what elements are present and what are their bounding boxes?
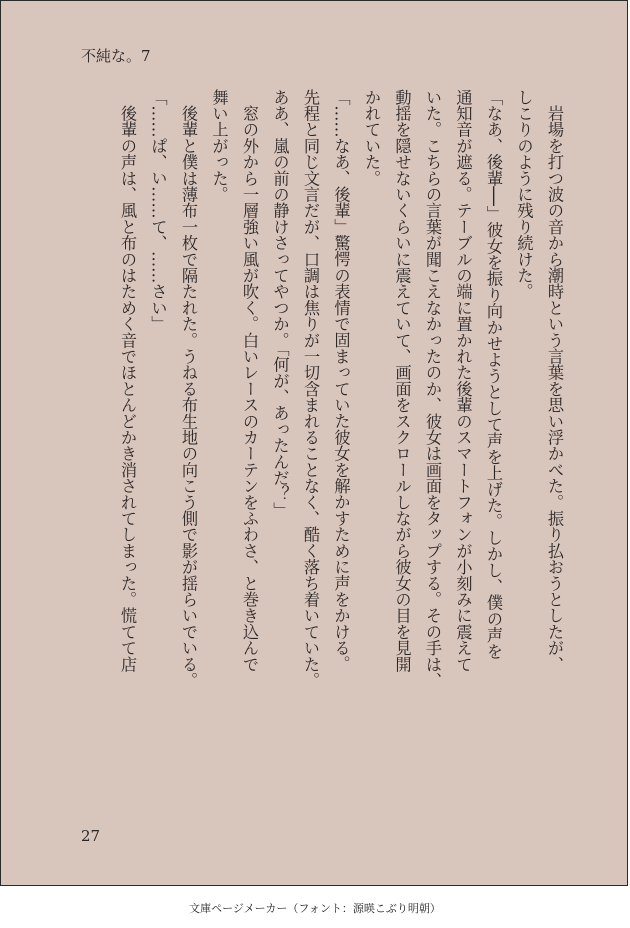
text-line: しこりのように残り続けた。 (514, 89, 534, 300)
text-line: ああ、嵐の前の静けさってやつか。「何が、あったんだ？」 (270, 89, 290, 519)
page-number: 27 (81, 827, 101, 845)
text-line: 「……ぱ、い……て、……さい」 (148, 89, 168, 332)
chapter-header: 不純な。7 (81, 47, 151, 65)
text-line: 舞い上がった。 (209, 89, 229, 203)
vertical-body-text (112, 89, 570, 829)
text-line: 窓の外から一層強い風が吹く。白いレースのカーテンをふわさ、と巻き込んで (240, 89, 259, 673)
footer-credit: 文庫ページメーカー（フォント：源暎こぶり明朝） (189, 902, 441, 915)
text-line: かれていた。 (362, 89, 381, 187)
text-line: 後輩の声は、風と布のはためく音でほとんどかき消されてしまった。慌てて店 (118, 89, 137, 673)
text-line: 「なあ、後輩──」彼女を振り向かせようとして声を上げた。しかし、僕の声を (484, 89, 503, 660)
text-line: 岩場を打つ波の音から潮時という言葉を思い浮かべた。振り払おうとしたが、 (545, 89, 564, 673)
text-line: 後輩と僕は薄布一枚で隔たれた。うねる布生地の向こう側で影が揺らいでいる。 (179, 89, 198, 689)
text-line: 通知音が遮る。テーブルの端に置かれた後輩のスマートフォンが小刻みに震えて (453, 89, 473, 673)
text-line: 動揺を隠せないくらいに震えていて、画面をスクロールしながら彼女の目を見開 (392, 89, 412, 673)
text-line: 先程と同じ文言だが、口調は焦りが一切含まれることなく、酷く落ち着いていた。 (301, 89, 320, 689)
text-line: 「……なあ、後輩」驚愕の表情で固まっていた彼女を解かすために声をかける。 (331, 89, 351, 673)
text-line: いた。こちらの言葉が聞こえなかったのか、彼女は画面をタップする。その手は、 (423, 89, 442, 689)
